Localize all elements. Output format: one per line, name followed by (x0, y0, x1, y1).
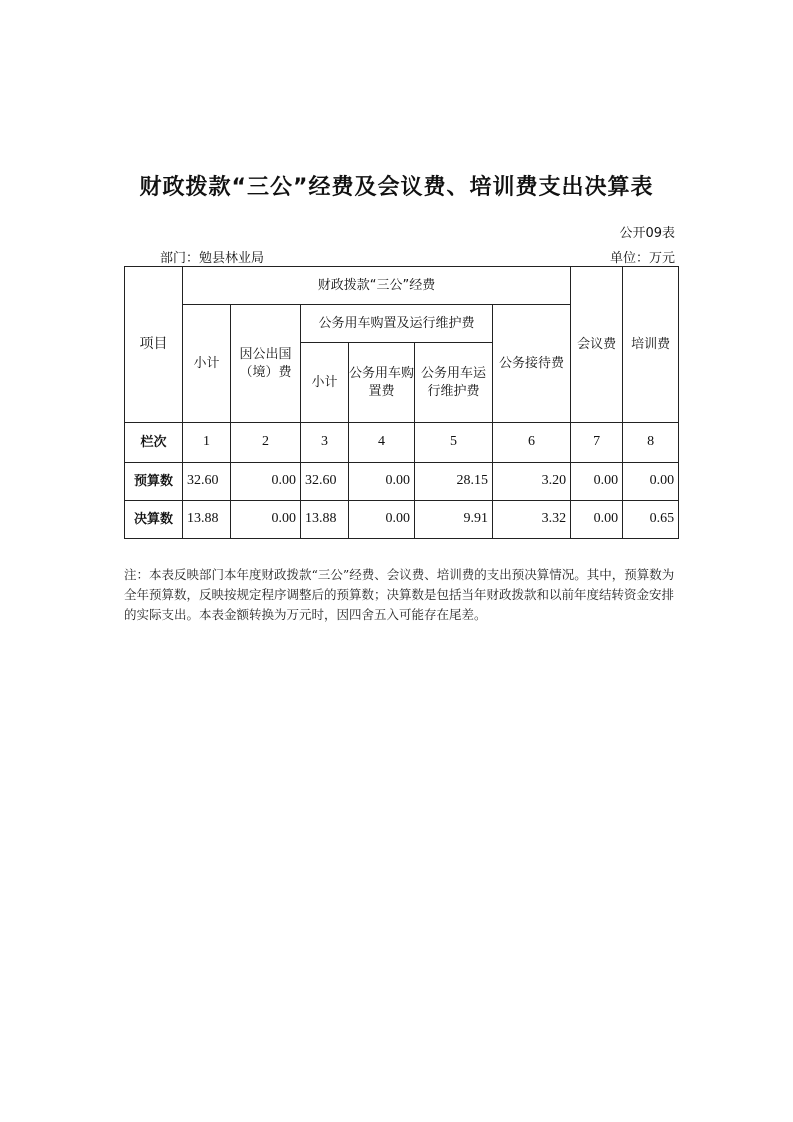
cell: 3.32 (493, 501, 571, 539)
row-label: 预算数 (125, 463, 183, 501)
header-reception: 公务接待费 (493, 305, 571, 423)
cell: 8 (623, 423, 679, 463)
cell: 13.88 (301, 501, 349, 539)
unit-label: 单位：万元 (609, 251, 675, 266)
cell: 3 (301, 423, 349, 463)
cell: 6 (493, 423, 571, 463)
cell: 3.20 (493, 463, 571, 501)
header-vehicle-subtotal: 小计 (301, 343, 349, 423)
table-row (125, 423, 679, 463)
cell: 32.60 (301, 463, 349, 501)
cell: 0.00 (571, 501, 623, 539)
table-row (125, 501, 679, 539)
cell: 1 (183, 423, 231, 463)
header-abroad: 因公出国（境）费 (231, 305, 301, 423)
cell: 0.00 (231, 463, 301, 501)
page-title: 财政拨款“三公”经费及会议费、培训费支出决算表 (139, 175, 654, 200)
header-subtotal: 小计 (183, 305, 231, 423)
cell: 28.15 (415, 463, 493, 501)
cell: 0.00 (349, 501, 415, 539)
header-vehicle-operation: 公务用车运行维护费 (415, 343, 493, 423)
cell: 0.00 (349, 463, 415, 501)
cell: 4 (349, 423, 415, 463)
cell: 7 (571, 423, 623, 463)
cell: 5 (415, 423, 493, 463)
header-vehicle-purchase: 公务用车购置费 (349, 343, 415, 423)
expense-table (124, 266, 679, 539)
row-label: 栏次 (125, 423, 183, 463)
header-item: 项目 (125, 267, 183, 423)
table-row (125, 463, 679, 501)
header-meeting: 会议费 (571, 267, 623, 423)
cell: 0.00 (231, 501, 301, 539)
header-three-public: 财政拨款“三公”经费 (183, 267, 571, 305)
cell: 9.91 (415, 501, 493, 539)
header-training: 培训费 (623, 267, 679, 423)
cell: 2 (231, 423, 301, 463)
form-number: 公开09表 (619, 226, 675, 241)
row-label: 决算数 (125, 501, 183, 539)
department-label: 部门：勉县林业局 (160, 251, 265, 266)
cell: 0.00 (623, 463, 679, 501)
cell: 0.00 (571, 463, 623, 501)
cell: 13.88 (183, 501, 231, 539)
footnote: 注：本表反映部门本年度财政拨款“三公”经费、会议费、培训费的支出预决算情况。其中，预算数为全年预算数，反映按规定程序调整后的预算数；决算数是包括当年财政拨款和以前年度结转资金安排的实际支出。本表金额转换为万元时，因四舍五入可能存在尾差。 (124, 567, 675, 622)
cell: 0.65 (623, 501, 679, 539)
header-vehicle-group: 公务用车购置及运行维护费 (301, 305, 493, 343)
cell: 32.60 (183, 463, 231, 501)
